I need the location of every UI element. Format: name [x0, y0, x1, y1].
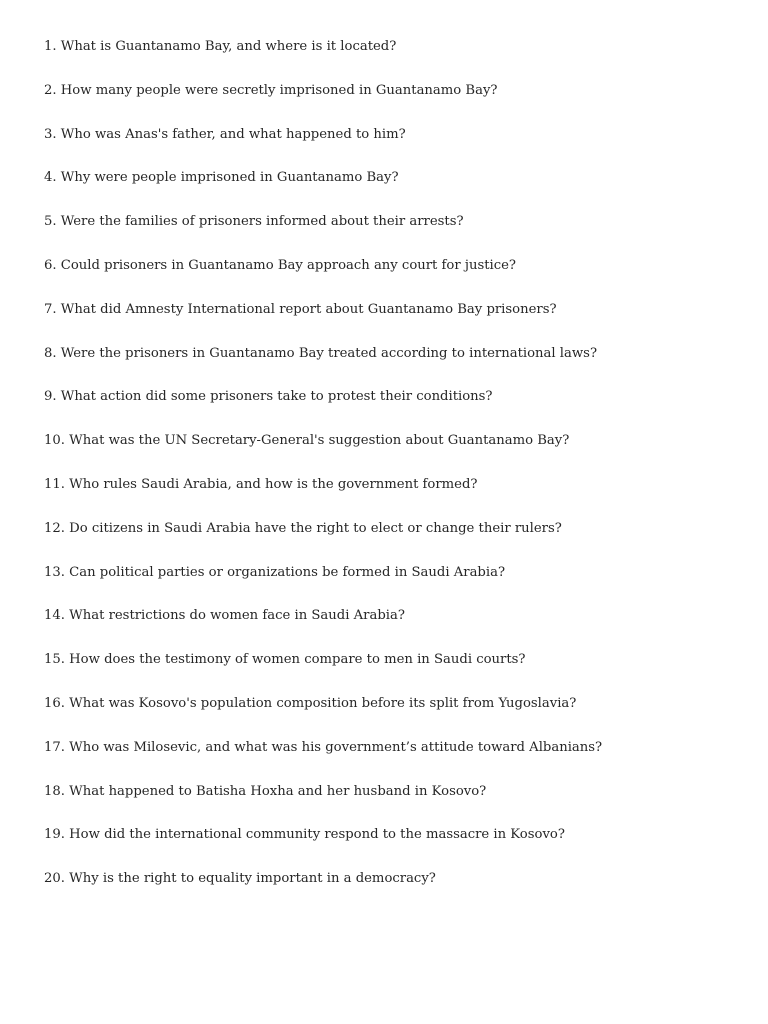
- question-5: 5. Were the families of prisoners informed about their arrests?: [44, 214, 464, 230]
- question-20: 20. Why is the right to equality important in a democracy?: [44, 871, 436, 887]
- question-9: 9. What action did some prisoners take to protest their conditions?: [44, 389, 493, 405]
- question-6: 6. Could prisoners in Guantanamo Bay approach any court for justice?: [44, 257, 516, 273]
- question-12: 12. Do citizens in Saudi Arabia have the right to elect or change their rulers?: [44, 520, 562, 536]
- question-18: 18. What happened to Batisha Hoxha and her husband in Kosovo?: [44, 783, 487, 799]
- question-14: 14. What restrictions do women face in Saudi Arabia?: [44, 608, 405, 624]
- question-7: 7. What did Amnesty International report about Guantanamo Bay prisoners?: [44, 301, 557, 317]
- question-17: 17. Who was Milosevic, and what was his government’s attitude toward Albanians?: [44, 739, 603, 755]
- question-13: 13. Can political parties or organizations be formed in Saudi Arabia?: [44, 564, 506, 580]
- question-1: 1. What is Guantanamo Bay, and where is it located?: [44, 39, 397, 54]
- question-16: 16. What was Kosovo's population composition before its split from Yugoslavia?: [44, 695, 577, 711]
- question-11: 11. Who rules Saudi Arabia, and how is the government formed?: [44, 476, 478, 492]
- question-4: 4. Why were people imprisoned in Guantanamo Bay?: [44, 170, 399, 186]
- question-15: 15. How does the testimony of women compare to men in Saudi courts?: [44, 652, 526, 668]
- question-10: 10. What was the UN Secretary-General's suggestion about Guantanamo Bay?: [44, 433, 570, 449]
- question-3: 3. Who was Anas's father, and what happened to him?: [44, 126, 406, 142]
- question-2: 2. How many people were secretly imprisoned in Guantanamo Bay?: [44, 82, 498, 98]
- question-19: 19. How did the international community respond to the massacre in Kosovo?: [44, 827, 565, 843]
- question-8: 8. Were the prisoners in Guantanamo Bay treated according to international laws?: [44, 345, 598, 361]
- question-list: [44, 36, 744, 912]
